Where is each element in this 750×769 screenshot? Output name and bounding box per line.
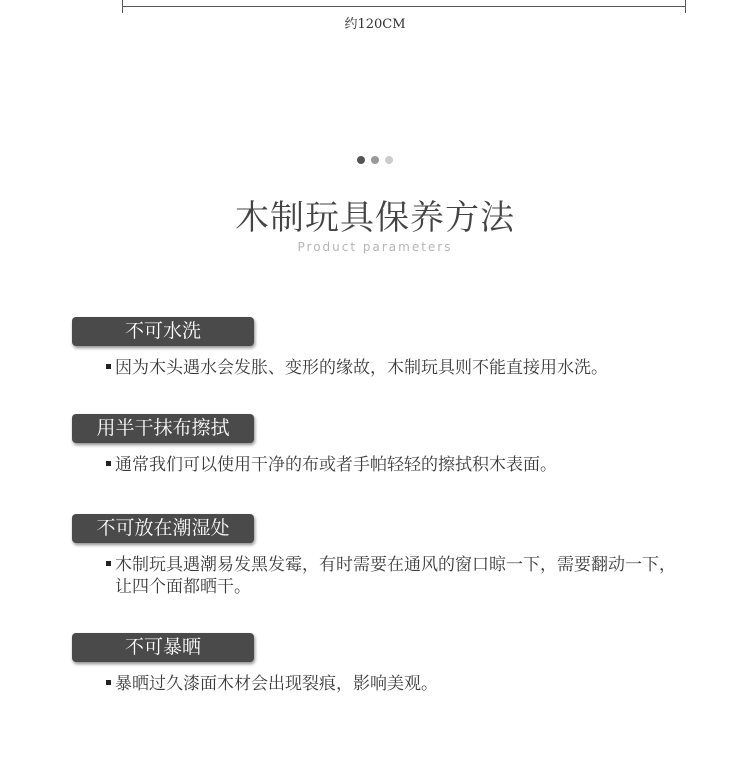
bullet-icon	[106, 364, 111, 369]
care-item-no-water-wash	[72, 317, 608, 378]
care-text-content: 通常我们可以使用干净的布或者手帕轻轻的擦拭积木表面。	[115, 455, 557, 475]
section-indicator-dots	[0, 156, 750, 164]
care-item-damp-cloth	[72, 414, 557, 475]
care-text-content: 暴晒过久漆面木材会出现裂痕，影响美观。	[115, 674, 438, 694]
indicator-dot	[371, 156, 379, 164]
care-text	[106, 357, 685, 379]
care-item-avoid-humidity	[72, 514, 676, 597]
care-text	[106, 554, 685, 598]
care-heading: 不可放在潮湿处	[72, 514, 254, 543]
indicator-dot	[385, 156, 393, 164]
care-heading: 不可暴晒	[72, 633, 254, 662]
bullet-icon	[106, 461, 111, 466]
care-item-no-sun-exposure	[72, 633, 438, 694]
indicator-dot	[357, 156, 365, 164]
dimension-label: 约120CM	[344, 17, 406, 32]
care-heading: 用半干抹布擦拭	[72, 414, 254, 443]
care-heading: 不可水洗	[72, 317, 254, 346]
care-text	[106, 454, 685, 476]
section-title: 木制玩具保养方法	[235, 198, 515, 238]
section-subtitle: Product parameters	[297, 240, 453, 254]
dimension-line	[122, 6, 686, 7]
bullet-icon	[106, 680, 111, 685]
dimension-tick-right	[685, 0, 686, 13]
bullet-icon	[106, 561, 111, 566]
care-text-content: 木制玩具遇潮易发黑发霉，有时需要在通风的窗口晾一下，需要翻动一下，让四个面都晒干。	[115, 555, 676, 597]
care-text-content: 因为木头遇水会发胀、变形的缘故，木制玩具则不能直接用水洗。	[115, 358, 608, 378]
care-text	[106, 673, 685, 695]
